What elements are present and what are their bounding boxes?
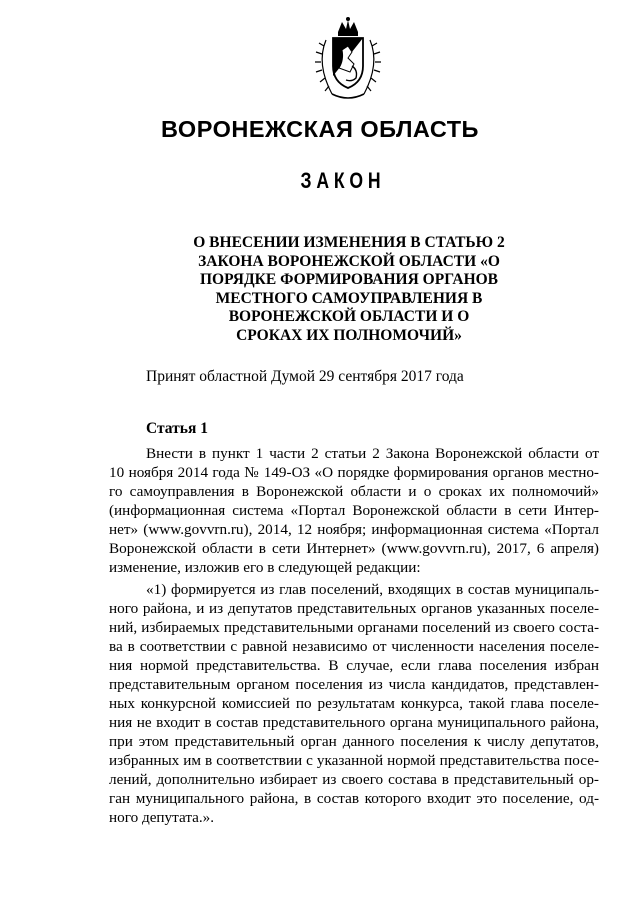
amendment-line: ган муниципального района, в состав которого входит это поселение, од- [109, 790, 599, 807]
article-line: нет» (www.govvrn.ru), 2014, 12 ноября; информационная система «Портал [109, 521, 599, 538]
amendment-line: представительным органом поселения из числа кандидатов, представлен- [109, 676, 599, 693]
amendment-line: избранных им в соответствии с указанной нормой представительства посе- [109, 752, 599, 769]
crown-icon [338, 17, 358, 36]
article-heading: Статья 1 [146, 420, 208, 437]
region-title: ВОРОНЕЖСКАЯ ОБЛАСТЬ [161, 116, 479, 142]
article-line: 10 ноября 2014 года № 149-ОЗ «О порядке формирования органов местно- [109, 464, 599, 481]
article-body [109, 444, 599, 577]
document-type-title: ЗАКОН [300, 168, 386, 193]
law-name-line: О ВНЕСЕНИИ ИЗМЕНЕНИЯ В СТАТЬЮ 2 [193, 234, 505, 251]
amendment-line: «1) формируется из глав поселений, входящих в состав муниципаль- [146, 581, 599, 598]
amendment-text [109, 580, 599, 827]
voronezh-coat-of-arms-icon [312, 16, 384, 104]
amendment-line: лений, дополнительно избирает из своего состава в представительный ор- [109, 771, 599, 788]
amendment-line: ва в соответствии с равной независимо от численности населения поселе- [109, 638, 599, 655]
amendment-line: ний, избираемых представительными органами поселений из своего соста- [109, 619, 599, 636]
law-name [186, 234, 512, 345]
law-name-line: ВОРОНЕЖСКОЙ ОБЛАСТИ И О [228, 308, 470, 325]
law-name-line: ЗАКОНА ВОРОНЕЖСКОЙ ОБЛАСТИ «О [198, 252, 500, 270]
amendment-line: ного депутата.». [109, 809, 215, 826]
amendment-line: ния не входит в состав представительного органа муниципального района, [109, 714, 599, 731]
amendment-line: ного района, и из депутатов представительных органов указанных поселе- [109, 600, 599, 617]
article-line: изменение, изложив его в следующей редакции: [109, 559, 421, 576]
adoption-date: Принят областной Думой 29 сентября 2017 года [146, 368, 464, 385]
law-name-line: ПОРЯДКЕ ФОРМИРОВАНИЯ ОРГАНОВ [199, 271, 499, 288]
amendment-line: при этом представительный орган данного поселения к числу депутатов, [109, 733, 599, 750]
law-name-line: СРОКАХ ИХ ПОЛНОМОЧИЙ» [236, 326, 462, 344]
shield-icon [333, 38, 363, 88]
article-line: Внести в пункт 1 части 2 статьи 2 Закона Воронежской области от [146, 445, 599, 462]
amendment-line: ных конкурсной комиссией по результатам конкурса, такой глава поселе- [109, 695, 599, 712]
article-line: (информационная система «Портал Воронежской области в сети Интер- [109, 502, 599, 519]
law-name-line: МЕСТНОГО САМОУПРАВЛЕНИЯ В [215, 289, 483, 307]
amendment-line: ния нормой представительства. В случае, если глава поселения избран [109, 657, 599, 674]
article-line: Воронежской области в сети Интернет» (www.govvrn.ru), 2017, 6 апреля) [109, 540, 599, 557]
article-line: го самоуправления в Воронежской области и о сроках их полномочий» [109, 483, 599, 500]
